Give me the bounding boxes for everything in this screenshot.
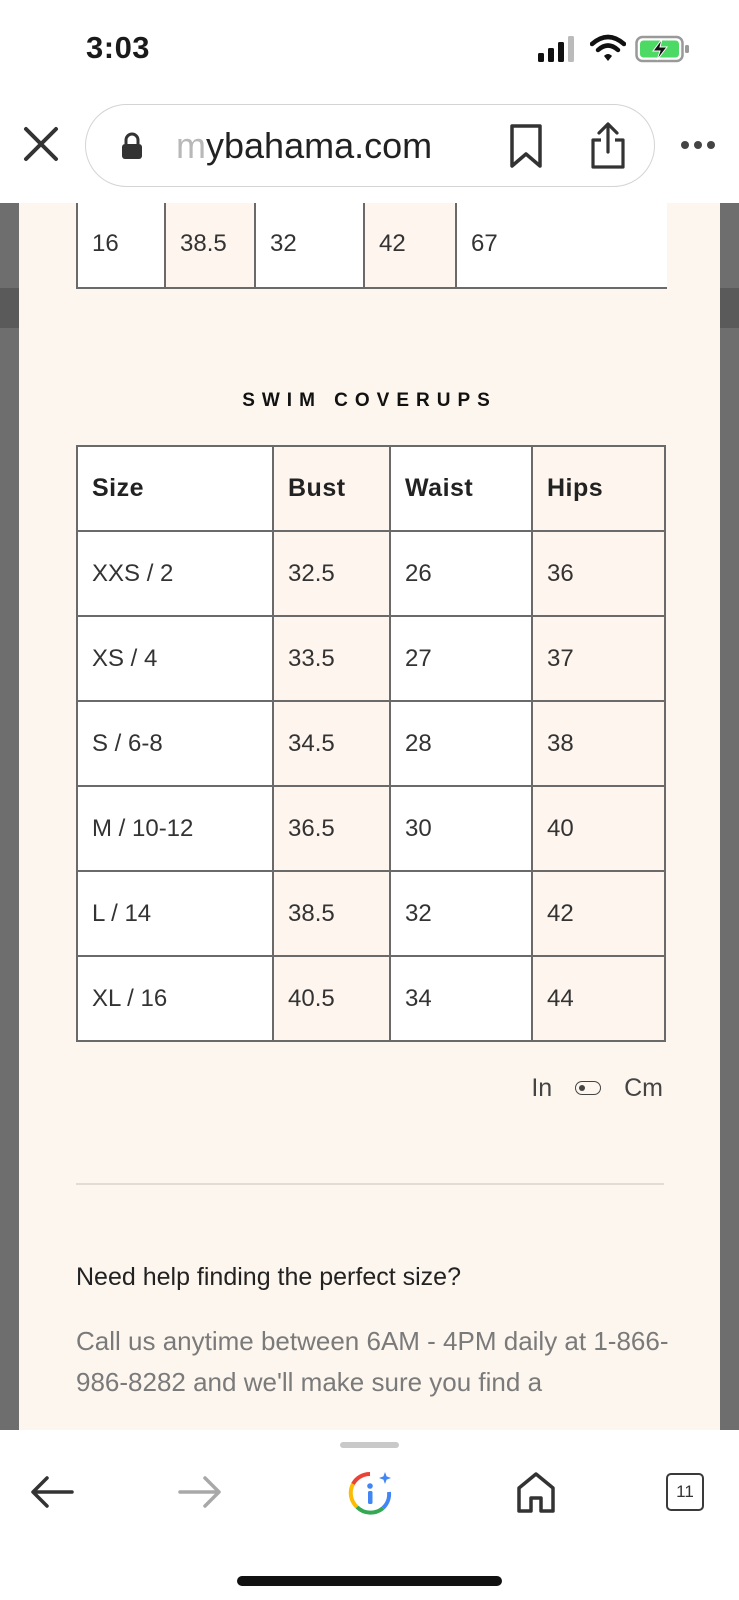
table-cell: 38.5 xyxy=(273,871,390,956)
table-cell: 44 xyxy=(532,956,665,1041)
toggle-knob xyxy=(579,1085,585,1091)
column-header: Size xyxy=(77,446,273,531)
home-icon[interactable] xyxy=(515,1470,557,1514)
url-text-faded: m xyxy=(176,125,206,166)
table-cell: L / 14 xyxy=(77,871,273,956)
table-cell: 40.5 xyxy=(273,956,390,1041)
table-cell: 34 xyxy=(390,956,532,1041)
previous-size-table xyxy=(76,203,667,289)
url-text xyxy=(176,125,432,167)
table-cell: 28 xyxy=(390,701,532,786)
column-header: Hips xyxy=(532,446,665,531)
page-viewport[interactable] xyxy=(0,203,739,1430)
table-cell: 42 xyxy=(532,871,665,956)
table-cell: 38 xyxy=(532,701,665,786)
table-row xyxy=(77,701,665,786)
table-cell: 42 xyxy=(364,203,456,288)
help-title: Need help finding the perfect size? xyxy=(76,1263,461,1291)
column-header: Bust xyxy=(273,446,390,531)
table-cell: M / 10-12 xyxy=(77,786,273,871)
table-cell: XL / 16 xyxy=(77,956,273,1041)
browser-address-row xyxy=(0,100,739,203)
column-header: Waist xyxy=(390,446,532,531)
table-cell: 34.5 xyxy=(273,701,390,786)
table-row xyxy=(77,786,665,871)
battery-charging-icon xyxy=(635,35,691,63)
google-lens-icon[interactable] xyxy=(347,1470,393,1516)
table-cell: 67 xyxy=(456,203,667,288)
table-row xyxy=(77,871,665,956)
unit-label-inches[interactable]: In xyxy=(531,1073,553,1102)
table-row xyxy=(77,531,665,616)
table-cell: 38.5 xyxy=(165,203,255,288)
status-bar xyxy=(0,0,739,100)
table-cell: 27 xyxy=(390,616,532,701)
table-cell: XS / 4 xyxy=(77,616,273,701)
table-cell: 40 xyxy=(532,786,665,871)
more-icon[interactable] xyxy=(680,138,716,152)
arrow-right-icon[interactable] xyxy=(178,1474,222,1510)
table-cell: 16 xyxy=(77,203,165,288)
help-body: Call us anytime between 6AM - 4PM daily at 1-866-986-8282 and we'll make sure you find a xyxy=(76,1326,669,1397)
table-cell: 32 xyxy=(390,871,532,956)
unit-toggle-switch[interactable] xyxy=(575,1081,601,1095)
table-cell: 36 xyxy=(532,531,665,616)
table-row xyxy=(77,203,667,288)
table-row xyxy=(77,956,665,1041)
table-cell: 30 xyxy=(390,786,532,871)
wifi-icon xyxy=(590,34,626,62)
table-cell: 33.5 xyxy=(273,616,390,701)
browser-bottom-toolbar xyxy=(0,1430,739,1600)
cellular-signal-icon xyxy=(538,36,578,62)
close-icon[interactable] xyxy=(22,125,60,163)
divider xyxy=(76,1183,664,1185)
table-row xyxy=(77,616,665,701)
home-indicator[interactable] xyxy=(237,1576,502,1586)
table-header-row xyxy=(77,446,665,531)
swim-coverups-size-table xyxy=(76,445,666,1042)
url-text-main: ybahama.com xyxy=(206,125,433,166)
table-cell: 36.5 xyxy=(273,786,390,871)
table-cell: 37 xyxy=(532,616,665,701)
sheet-handle[interactable] xyxy=(340,1442,399,1448)
url-bar[interactable] xyxy=(85,104,655,187)
table-cell: 32 xyxy=(255,203,364,288)
unit-toggle[interactable] xyxy=(19,1073,663,1103)
tabs-button[interactable]: 11 xyxy=(666,1473,704,1511)
share-icon[interactable] xyxy=(588,122,628,170)
unit-label-cm[interactable]: Cm xyxy=(624,1073,663,1102)
status-time: 3:03 xyxy=(86,30,151,65)
table-cell: 32.5 xyxy=(273,531,390,616)
section-title: SWIM COVERUPS xyxy=(242,390,497,411)
table-cell: 26 xyxy=(390,531,532,616)
bookmark-icon[interactable] xyxy=(506,123,546,169)
lock-icon xyxy=(121,132,143,160)
size-guide-panel[interactable] xyxy=(19,203,720,1430)
table-cell: XXS / 2 xyxy=(77,531,273,616)
arrow-left-icon[interactable] xyxy=(30,1474,74,1510)
table-cell: S / 6-8 xyxy=(77,701,273,786)
